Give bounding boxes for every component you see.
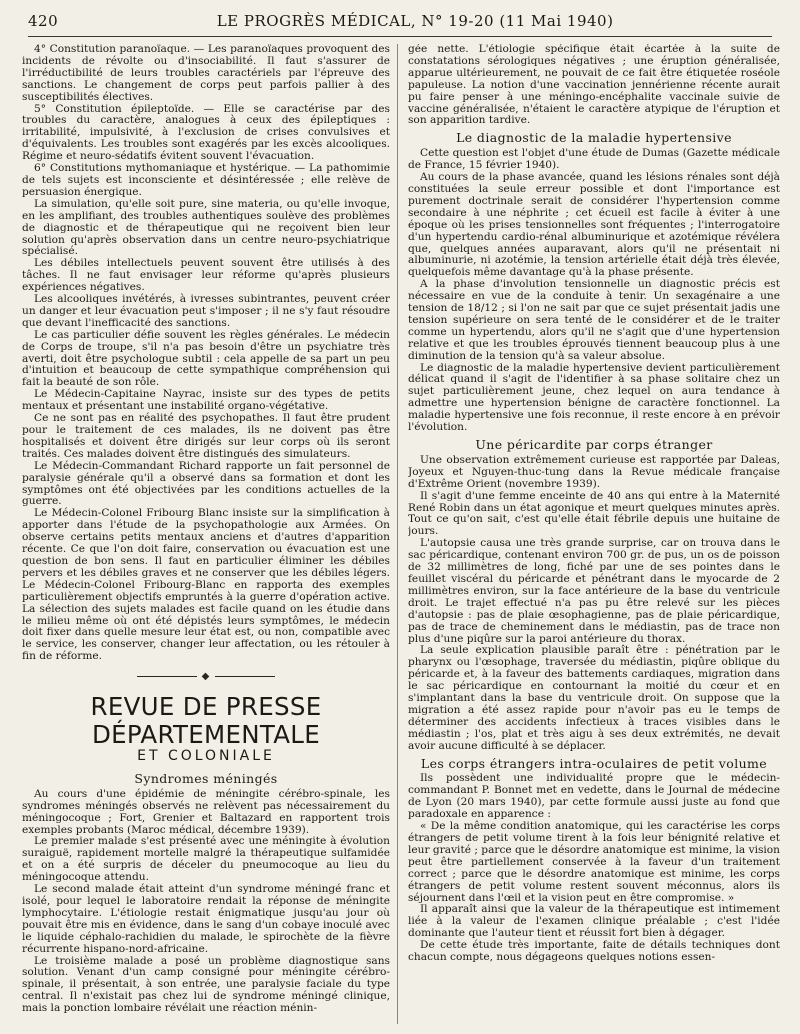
article-title: Syndromes méningés [134,770,278,786]
paragraph: 4° Constitution paranoïaque. — Les paranoïaques provoquent des incidents de révolte ou d'insociabilité. Il faut s'assurer de l'irréductibilité de leurs troubles caractériels par l'épreuve des sanctions. Le changement de corps peut parfois pallier à des susceptibilités électives. [22,44,390,103]
paragraph: Ce ne sont pas en réalité des psychopathes. Il faut être prudent pour le traitement de ces malades, ils ne doivent pas être hospitalisés et doivent être dirigés sur leur corps où ils seront traités. Ces malades doivent être distingués des simulateurs. [22,412,390,460]
paragraph: La seule explication plausible paraît être : pénétration par le pharynx ou l'œsophage, traversée du médiastin, piqûre oblique du péricarde et, à la faveur des battements cardiaques, migration dans le sac péricardique en contournant la moitié du cœur et en s'implantant dans la base du ventricule droit. On suppose que la migration a été assez rapide pour n'avoir pas eu le temps de déterminer des accidents infectieux à traces visibles dans le médiastin ; l'os, plat et très aigu à ses deux extrémités, ne devait avoir aucune difficulté à se déplacer. [408,644,780,752]
paragraph: De cette étude très importante, faite de détails techniques dont chacun compte, nous dégageons quelques notions essen- [408,939,780,964]
journal-title: LE PROGRÈS MÉDICAL, N° 19-20 (11 Mai 1940) [216,12,614,30]
paragraph: Il s'agit d'une femme enceinte de 40 ans qui entre à la Maternité René Robin dans un état agonique et meurt quelques minutes après. Tout ce qu'on sait, c'est qu'elle était fébrile depuis une huitaine de jours. [408,489,780,538]
paragraph: Le diagnostic de la maladie hypertensive devient particulièrement délicat quand il s'agit de l'identifier à sa phase solitaire chez un sujet particulièrement jeune, chez lequel on aura tendance à admettre une hypertension bénigne de caractère fonctionnel. La maladie hypertensive une fois reconnue, il reste encore à en prévoir l'évolution. [408,361,780,434]
paragraph: Au cours d'une épidémie de méningite cérébro-spinale, les syndromes méningés observés ne relèvent pas nécessairement du méningocoque ; Fort, Grenier et Baltazard en rapportent trois exemples probants (Maroc médical, décembre 1939). [22,787,390,836]
paragraph: Les alcooliques invétérés, à ivresses subintrantes, peuvent créer un danger et leur évacuation peut s'imposer ; il ne s'y faut résoudre que devant l'inefficacité des sanctions. [22,293,390,329]
paragraph: A la phase d'involution tensionnelle un diagnostic précis est nécessaire en vue de la conduite à tenir. Un sexagénaire a une tension de 18/12 ; si l'on ne sait par que ce sujet présentait jadis une tension supérieure on sera tenté de le considérer et de le traiter comme un hypertendu, alors qu'il ne s'agit que d'une hypertension relative et que les troubles éprouvés tiennent beaucoup plus à une diminution de la tension qu'à sa valeur absolue. [408,278,780,362]
paragraph: Ils possèdent une individualité propre que le médecin-commandant P. Bonnet met en vedette, dans le Journal de médecine de Lyon (20 mars 1940), par cette formule aussi juste au fond que paradoxale en apparence : [408,772,780,821]
article-title: Une péricardite par corps étranger [475,437,713,452]
article-title: Les corps étrangers intra-oculaires de petit volume [420,755,768,771]
page-header [28,12,772,34]
paragraph: Une observation extrêmement curieuse est rapportée par Daleas, Joyeux et Nguyen-thuc-tung dans la Revue médicale française d'Extrême Orient (novembre 1939). [408,453,780,490]
left-paragraphs [22,44,390,663]
paragraph: 5° Constitution épileptoïde. — Elle se caractérise par des troubles du caractère, analogues à ceux des épileptiques : irritabilité, impulsivité, à l'exclusion de crises convulsives et d'équivalents. Les troubles sont exagérés par les excès alcooliques. Régime et neuro-sédatifs évitent souvent l'évacuation. [22,102,390,163]
paragraph: Le premier malade s'est présenté avec une méningite à évolution suraiguë, rapidement mortelle malgré la thérapeutique sulfamidée et on a été surpris de déceler du pneumocoque au lieu du méningocoque attendu. [22,835,390,884]
section-heading: REVUE DE PRESSE DÉPARTEMENTALE [90,692,322,750]
paragraph: Le Médecin-Colonel Fribourg Blanc insiste sur la simplification à apporter dans l'étude de la psychopathologie aux Armées. On observe certains petits mentaux anciens et d'autres d'apparition récente. Ce que l'on doit faire, conservation ou évacuation est une question de bon sens. Il faut en particulier éliminer les débiles pervers et les débiles graves et ne conserver que les débiles légers. Le Médecin-Colonel Fribourg-Blanc en rapporta des exemples particulièrement objectifs empruntés à la guerre d'opération active. La sélection des sujets malades est facile quand on les étudie dans le milieu même où ont été dépistés leurs symptômes, le médecin doit fixer dans quelle mesure leur état est, ou non, compatible avec le service, les conserver, changer leur affectation, ou les rétouler à fin de réforme. [22,507,390,663]
paragraph: Le second malade était atteint d'un syndrome méningé franc et isolé, pour lequel le laboratoire rendait la réponse de méningite lymphocytaire. L'étiologie restait énigmatique jusqu'au jour où pouvait être mis en évidence, dans le sang d'un cobaye inoculé avec le liquide céphalo-rachidien du malade, le spirochète de la fièvre récurrente hispano-nord-africaine. [22,883,390,955]
paragraph: Au cours de la phase avancée, quand les lésions rénales sont déjà constituées la seule erreur possible et dont l'importance est purement doctrinale serait de considérer l'hypertension comme secondaire à une néphrite ; cet écueil est facile à éviter à une époque où les prises tensionnelles sont fréquentes ; l'interrogatoire d'un hypertendu cardio-rénal albuminurique et azotémique révélera que, quelques années auparavant, alors qu'il ne présentait ni albuminurie, ni azotémie, la tension artérielle était déjà très élevée, quelquefois même davantage qu'à la phase présente. [408,171,780,279]
paragraph: Cette question est l'objet d'une étude de Dumas (Gazette médicale de France, 15 février 1940). [408,147,780,172]
right-column [408,44,780,1026]
column-divider [397,44,398,1024]
paragraph: Le cas particulier défie souvent les règles générales. Le médecin de Corps de troupe, s'il n'a pas besoin d'être un psychiatre très averti, doit être psychologue subtil : cela appelle de sa part un peu d'intuition et beaucoup de cette sympathique compréhension qui fait la beauté de son rôle. [22,328,390,389]
paragraph: La simulation, qu'elle soit pure, sine materia, ou qu'elle invoque, en les amplifiant, des troubles authentiques soulève des problèmes de diagnostic et de thérapeutique qui ne reçoivent bien leur solution qu'après observation dans un centre neuro-psychiatrique spécialisé. [22,197,390,258]
left-column [22,44,390,1026]
paragraph: Le Médecin-Commandant Richard rapporte un fait personnel de paralysie générale qu'il a observé dans sa formation et dont les symptômes ont été objectivées par les conditions actuelles de la guerre. [22,459,390,508]
paragraph: 6° Constitutions mythomaniaque et hystérique. — La pathomimie de tels sujets est inconsciente et désintéressée ; elle relève de persuasion énergique. [22,162,390,198]
page-number: 420 [28,12,59,30]
paragraph: Le troisième malade a posé un problème diagnostique sans solution. Venant d'un camp consigné pour méningite cérébro-spinale, il présentait, à son entrée, une paralysie faciale du type central. Il n'existait pas chez lui de syndrome méningé clinique, mais la ponction lombaire révélait une réaction ménin- [22,954,390,1015]
section-subheading: ET COLONIALE [137,748,275,765]
paragraph: Les débiles intellectuels peuvent souvent être utilisés à des tâches. Il ne faut envisager leur réforme qu'après plusieurs expériences négatives. [22,257,390,294]
header-rule [28,36,772,37]
paragraph: Le Médecin-Capitaine Nayrac, insiste sur des types de petits mentaux et présentant une instabilité organo-végétative. [22,388,390,413]
paragraph: Il apparaît ainsi que la valeur de la thérapeutique est intimement liée à la valeur de l'examen clinique préalable ; c'est l'idée dominante que l'auteur tient et réussit fort bien à dégager. [408,903,780,940]
article-title: Le diagnostic de la maladie hypertensive [456,130,732,146]
paragraph: gée nette. L'étiologie spécifique était écartée à la suite de constatations sérologiques négatives ; une éruption généralisée, apparue ultérieurement, ne pouvait de ce fait être étiquetée roséole papuleuse. La notion d'une vaccination jennérienne récente aurait pu faire penser à une méningo-encéphalite vaccinale suivie de vaccine généralisée, n'étaient le caractère atypique de l'éruption et son apparition tardive. [408,44,780,127]
ornament-divider: ◆ [22,671,390,683]
paragraph: L'autopsie causa une très grande surprise, car on trouva dans le sac péricardique, contenant environ 700 gr. de pus, un os de poisson de 32 millimètres de long, fiché par une de ses pointes dans le feuillet viscéral du péricarde et pénétrant dans le myocarde de 2 millimètres environ, sur la face antérieure de la base du ventricule droit. Le trajet effectué n'a pas pu être relevé sur les pièces d'autopsie : pas de plaie œsophagienne, pas de plaie péricardique, pas de trace de cheminement dans le médiastin, pas de trace non plus d'une piqûre sur la paroi antérieure du thorax. [408,537,780,645]
paragraph: « De la même condition anatomique, qui les caractérise les corps étrangers de petit volume tirent à la fois leur bénignité relative et leur gravité ; parce que le désordre anatomique est minime, la vision peut être partiellement conservée à la faveur d'un traitement correct ; parce que le désordre anatomique est minime, les corps étrangers de petit volume restent souvent méconnus, alors ils séjournent dans l'œil et la vision peut en être compromise. » [408,820,780,904]
